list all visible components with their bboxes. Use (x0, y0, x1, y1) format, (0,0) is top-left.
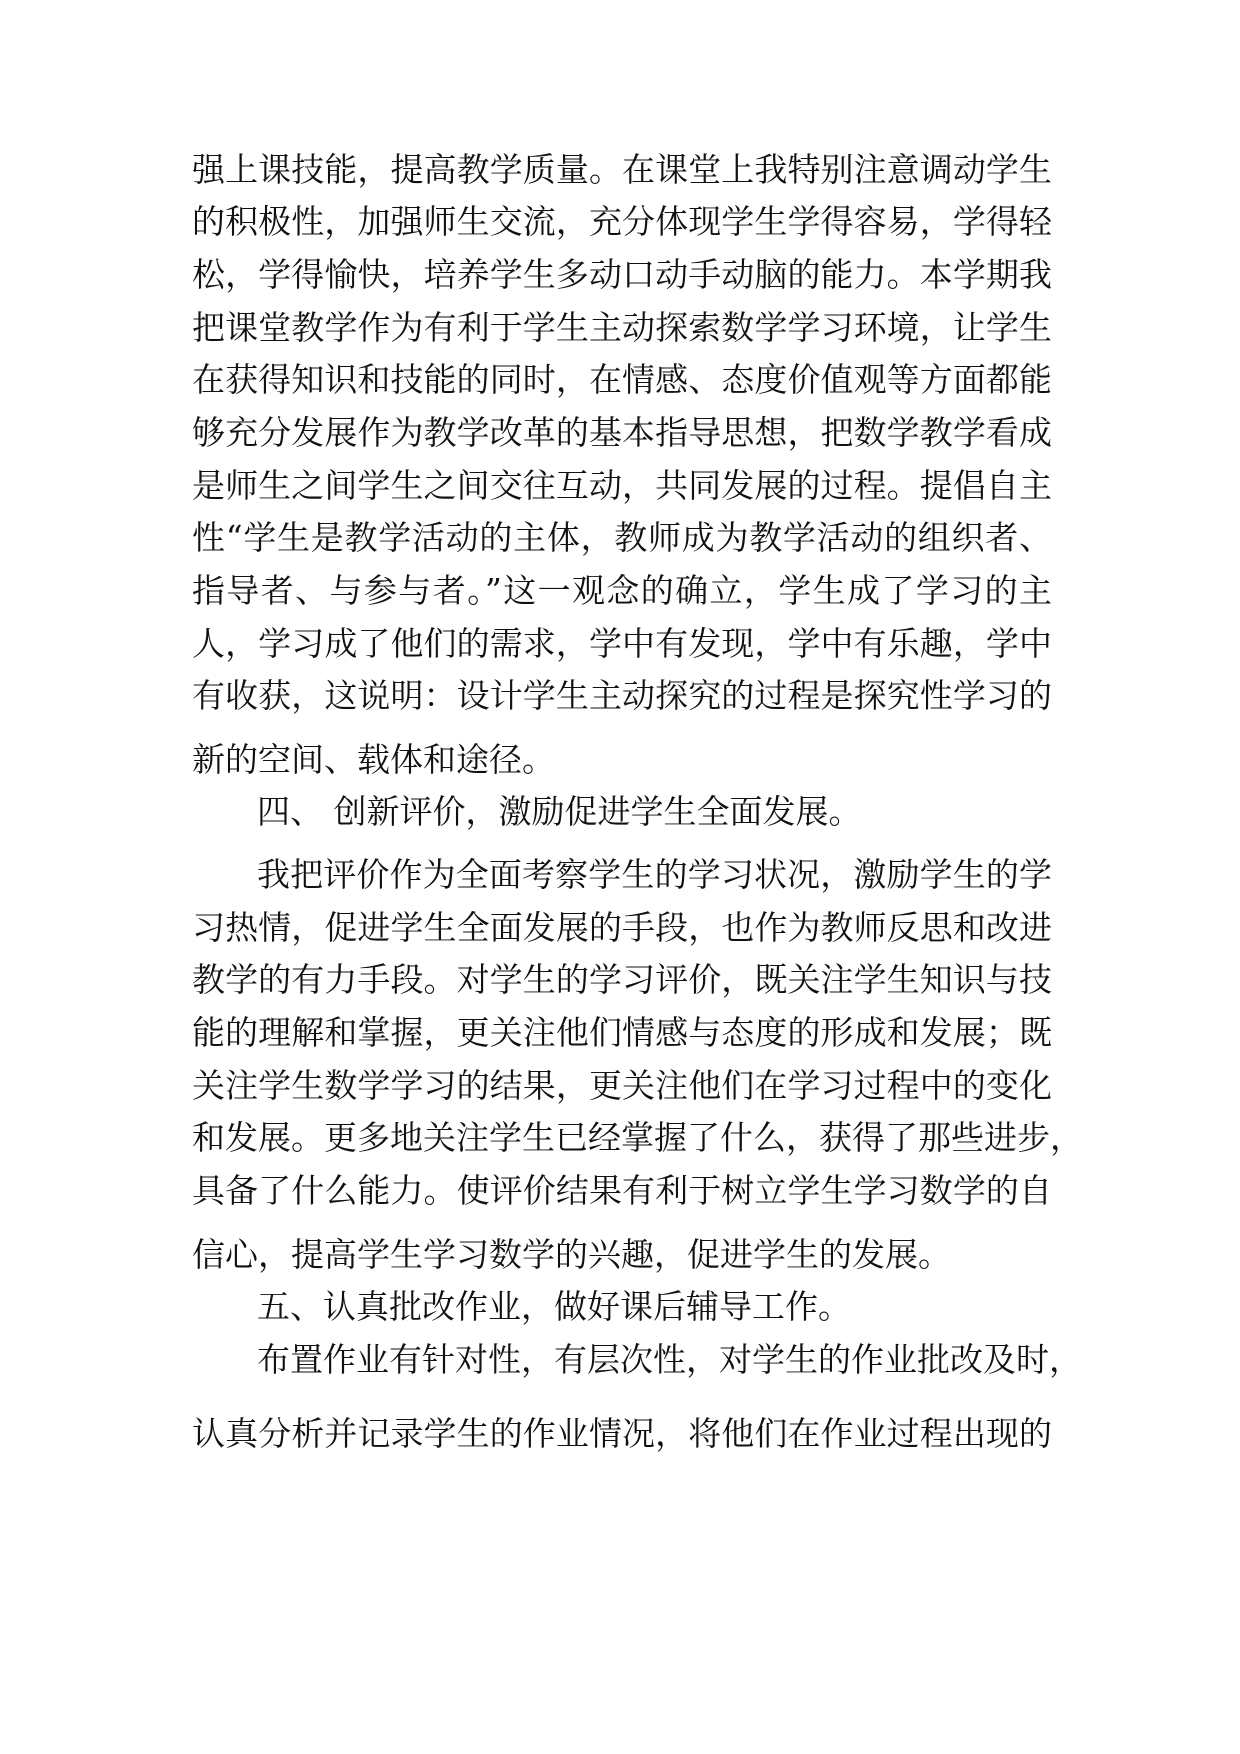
text-line: 有收获，这说明：设计学生主动探究的过程是探究性学习的 (192, 676, 1052, 715)
text-line: 强上课技能，提高教学质量。在课堂上我特别注意调动学生 (192, 150, 1052, 189)
text-line: 习热情，促进学生全面发展的手段，也作为教师反思和改进 (192, 908, 1052, 947)
section-heading: 五、认真批改作业，做好课后辅导工作。 (257, 1287, 851, 1326)
text-line: 新的空间、载体和途径。 (192, 740, 555, 779)
text-line: 在获得知识和技能的同时，在情感、态度价值观等方面都能 (192, 360, 1052, 399)
text-line: 人，学习成了他们的需求，学中有发现，学中有乐趣，学中 (192, 624, 1052, 663)
text-line: 我把评价作为全面考察学生的学习状况，激励学生的学 (257, 855, 1052, 894)
text-line: 是师生之间学生之间交往互动，共同发展的过程。提倡自主 (192, 466, 1052, 505)
text-line: 把课堂教学作为有利于学生主动探索数学学习环境，让学生 (192, 308, 1052, 347)
text-line: 够充分发展作为教学改革的基本指导思想，把数学教学看成 (192, 413, 1052, 452)
text-line: 关注学生数学学习的结果，更关注他们在学习过程中的变化 (192, 1066, 1052, 1105)
text-line: 的积极性，加强师生交流，充分体现学生学得容易，学得轻 (192, 202, 1052, 241)
text-line: 性“学生是教学活动的主体，教师成为教学活动的组织者、 (192, 518, 1052, 557)
text-line: 信心，提高学生学习数学的兴趣，促进学生的发展。 (192, 1235, 951, 1274)
text-line: 具备了什么能力。使评价结果有利于树立学生学习数学的自 (192, 1171, 1052, 1210)
text-line: 和发展。更多地关注学生已经掌握了什么，获得了那些进步， (192, 1118, 1083, 1157)
text-line: 能的理解和掌握，更关注他们情感与态度的形成和发展；既 (192, 1013, 1052, 1052)
text-line: 认真分析并记录学生的作业情况，将他们在作业过程出现的 (192, 1414, 1052, 1453)
text-line: 松，学得愉快，培养学生多动口动手动脑的能力。本学期我 (192, 255, 1052, 294)
text-line: 指导者、与参与者。”这一观念的确立，学生成了学习的主 (192, 571, 1052, 610)
text-line: 教学的有力手段。对学生的学习评价，既关注学生知识与技 (192, 960, 1052, 999)
section-heading: 四、 创新评价，激励促进学生全面发展。 (257, 792, 862, 831)
text-line: 布置作业有针对性，有层次性，对学生的作业批改及时， (257, 1340, 1082, 1379)
